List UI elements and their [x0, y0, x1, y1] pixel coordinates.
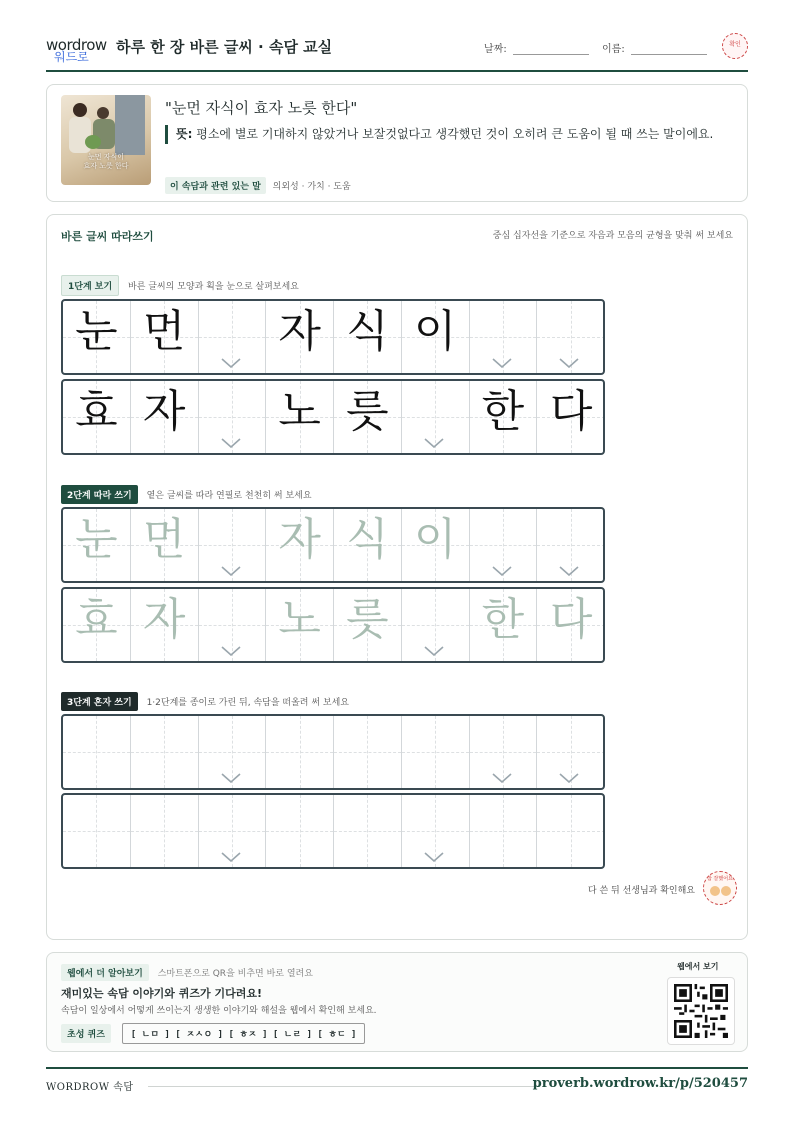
grid-cell[interactable]	[199, 589, 267, 661]
grid-cell[interactable]	[537, 589, 605, 661]
grid-cell[interactable]	[402, 589, 470, 661]
grid-cell[interactable]	[266, 716, 334, 788]
model-character: 식	[346, 306, 389, 357]
grid-cell[interactable]	[63, 716, 131, 788]
practice-title: 바른 글씨 따라쓰기	[61, 230, 154, 243]
grid-cell[interactable]	[334, 716, 402, 788]
grid-cell[interactable]	[266, 795, 334, 867]
grid-cell[interactable]	[537, 509, 605, 581]
meaning-label: 뜻:	[176, 127, 193, 141]
practice-hint: 중심 십자선을 기준으로 자음과 모음의 균형을 맞춰 써 보세요	[492, 231, 733, 241]
grid-cell[interactable]	[402, 795, 470, 867]
grid-cell	[131, 301, 199, 373]
grid-cell	[334, 381, 402, 453]
date-line	[513, 43, 589, 55]
grid-cell[interactable]	[402, 509, 470, 581]
related-words	[165, 177, 351, 194]
qr-code-icon[interactable]	[667, 977, 735, 1045]
grid-cell[interactable]	[537, 795, 605, 867]
grid-cell	[470, 381, 538, 453]
grid-cell[interactable]	[63, 509, 131, 581]
stamp-text: 확인	[729, 41, 741, 48]
grid-cell[interactable]	[470, 509, 538, 581]
grid-cell[interactable]	[334, 795, 402, 867]
trace-character: 이	[413, 514, 457, 565]
step-1-row-2	[61, 379, 605, 455]
teacher-confirm-text: 다 쓴 뒤 선생님과 확인해요	[587, 886, 695, 896]
page-footer	[46, 1067, 748, 1097]
qr-label: 웹에서 보기	[677, 962, 719, 971]
web-more-hint: 스마트폰으로 QR을 비추면 바로 열려요	[157, 969, 313, 979]
space-mark-icon	[559, 768, 579, 778]
step-2-row-1[interactable]	[61, 507, 605, 583]
footer-brand: WORDROW 속담	[46, 1082, 134, 1093]
space-mark-icon	[492, 561, 512, 571]
grid-cell[interactable]	[63, 795, 131, 867]
space-mark-icon	[559, 561, 579, 571]
grid-cell	[537, 381, 605, 453]
step-2-row-2[interactable]	[61, 587, 605, 663]
grid-cell	[266, 301, 334, 373]
trace-character: 먼	[142, 514, 186, 565]
model-character: 먼	[142, 306, 186, 357]
grid-cell	[199, 301, 267, 373]
grid-cell[interactable]	[334, 589, 402, 661]
grid-cell[interactable]	[63, 589, 131, 661]
web-more-label	[61, 964, 313, 981]
page-header	[46, 30, 748, 72]
step-2-desc: 옅은 글씨를 따라 연필로 천천히 써 보세요	[146, 491, 312, 501]
logo-text-latin: wordrow	[46, 36, 107, 54]
grid-cell[interactable]	[131, 509, 199, 581]
meaning-text: 평소에 별로 기대하지 않았거나 보잘것없다고 생각했던 것이 오히려 큰 도움이 될 때 쓰는 말이에요.	[196, 127, 714, 141]
date-label: 날짜:	[484, 44, 507, 55]
web-more-desc: 속담이 일상에서 어떻게 쓰이는지 생생한 이야기와 해설을 웹에서 확인해 보세요.	[61, 1006, 377, 1016]
trace-character: 다	[549, 594, 593, 645]
grid-cell	[266, 381, 334, 453]
practice-section	[46, 214, 748, 940]
grid-cell[interactable]	[131, 589, 199, 661]
grid-cell[interactable]	[470, 589, 538, 661]
grid-cell	[63, 381, 131, 453]
grid-cell	[537, 301, 605, 373]
grid-cell[interactable]	[470, 716, 538, 788]
trace-character: 릇	[346, 594, 389, 645]
step-1-row-1	[61, 299, 605, 375]
grid-cell[interactable]	[266, 509, 334, 581]
step-1-badge: 1단계 보기	[61, 275, 119, 296]
web-more-card	[46, 952, 748, 1052]
model-character: 다	[549, 386, 593, 437]
grid-cell[interactable]	[470, 795, 538, 867]
model-character: 이	[413, 306, 457, 357]
trace-character: 노	[278, 594, 321, 645]
grid-cell	[63, 301, 131, 373]
logo-text-korean: 워드로	[54, 50, 89, 64]
step-3-row-2[interactable]	[61, 793, 605, 869]
grid-cell[interactable]	[131, 716, 199, 788]
name-field[interactable]	[602, 40, 707, 55]
space-mark-icon	[221, 561, 241, 571]
model-character: 자	[278, 306, 321, 357]
space-mark-icon	[221, 353, 241, 363]
proverb-text: "눈먼 자식이 효자 노릇 한다"	[165, 99, 358, 117]
grid-cell[interactable]	[199, 795, 267, 867]
quiz-value: [ ㄴㅁ ] [ ㅈㅅㅇ ] [ ㅎㅈ ] [ ㄴㄹ ] [ ㅎㄷ ]	[122, 1023, 366, 1044]
footer-url[interactable]: proverb.wordrow.kr/p/520457	[532, 1076, 748, 1091]
proverb-card	[46, 84, 748, 202]
name-line	[631, 43, 707, 55]
illustration-caption: 눈먼 자식이 효자 노릇 한다	[83, 153, 129, 170]
grid-cell[interactable]	[334, 509, 402, 581]
chosung-quiz	[61, 1023, 365, 1044]
space-mark-icon	[221, 768, 241, 778]
proverb-illustration	[61, 95, 151, 185]
web-more-headline: 재미있는 속담 이야기와 퀴즈가 기다려요!	[61, 987, 262, 1000]
model-character: 릇	[346, 386, 389, 437]
space-mark-icon	[492, 353, 512, 363]
wordrow-logo[interactable]	[46, 34, 110, 64]
grid-cell[interactable]	[199, 716, 267, 788]
trace-character: 자	[278, 514, 321, 565]
space-mark-icon	[221, 847, 241, 857]
grid-cell	[402, 381, 470, 453]
space-mark-icon	[424, 847, 444, 857]
related-label: 이 속담과 관련 있는 말	[165, 177, 266, 194]
step-2-badge: 2단계 따라 쓰기	[61, 485, 138, 504]
check-stamp-icon	[722, 33, 748, 59]
trace-character: 한	[481, 594, 525, 645]
quiz-label: 초성 퀴즈	[61, 1024, 111, 1043]
model-character: 자	[142, 386, 186, 437]
related-value: 의외성 · 가치 · 도움	[272, 182, 351, 192]
teacher-stamp-icon: 참 잘했어요	[703, 871, 737, 905]
trace-character: 눈	[75, 514, 118, 565]
step-1-header	[61, 275, 299, 296]
page-title: 하루 한 장 바른 글씨 · 속담 교실	[116, 38, 333, 56]
grid-cell[interactable]	[266, 589, 334, 661]
step-3-badge: 3단계 혼자 쓰기	[61, 692, 138, 711]
model-character: 효	[75, 386, 118, 437]
grid-cell	[334, 301, 402, 373]
date-field[interactable]	[484, 40, 589, 55]
step-1-desc: 바른 글씨의 모양과 획을 눈으로 살펴보세요	[128, 282, 299, 292]
space-mark-icon	[424, 641, 444, 651]
step-3-header	[61, 692, 349, 711]
grid-cell	[470, 301, 538, 373]
proverb-meaning	[165, 125, 725, 144]
model-character: 한	[481, 386, 525, 437]
space-mark-icon	[492, 768, 512, 778]
trace-character: 효	[75, 594, 118, 645]
grid-cell[interactable]	[131, 795, 199, 867]
space-mark-icon	[221, 641, 241, 651]
grid-cell	[199, 381, 267, 453]
step-3-row-1[interactable]	[61, 714, 605, 790]
grid-cell[interactable]	[199, 509, 267, 581]
grid-cell[interactable]	[537, 716, 605, 788]
trace-character: 식	[346, 514, 389, 565]
step-2-header	[61, 485, 312, 504]
space-mark-icon	[424, 433, 444, 443]
model-character: 노	[278, 386, 321, 437]
footer-divider	[148, 1086, 538, 1087]
name-label: 이름:	[602, 44, 625, 55]
space-mark-icon	[559, 353, 579, 363]
grid-cell	[131, 381, 199, 453]
qr-code-svg	[674, 984, 728, 1038]
grid-cell	[402, 301, 470, 373]
step-3-desc: 1·2단계를 종이로 가린 뒤, 속담을 떠올려 써 보세요	[146, 698, 349, 708]
web-more-tag: 웹에서 더 알아보기	[61, 964, 149, 981]
grid-cell[interactable]	[402, 716, 470, 788]
space-mark-icon	[221, 433, 241, 443]
trace-character: 자	[142, 594, 186, 645]
model-character: 눈	[75, 306, 118, 357]
